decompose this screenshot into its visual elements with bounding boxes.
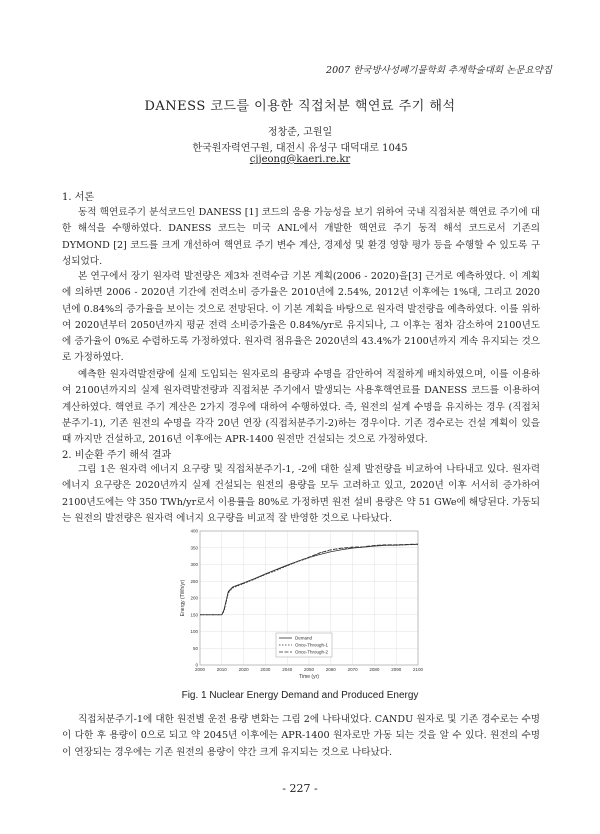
email: cjjeong@kaeri.re.kr — [249, 154, 351, 165]
paragraph-4: 그림 1은 원자력 에너지 요구량 및 직접처분주기-1, -2에 대한 실제 발전량을 비교하여 나타내고 있다. 원자력 에너지 요구량은 2020년까지 실제 건설되는 원전의 용량을 모두 고려하고 있고, 2020년 이후 서서히 증가하여 2100년도에는 약 350 TWh/yr로서 이용률을 80%로 가정하면 원전 설비 용량은 약 51 GWe에 해당된다. 가동되는 원전의 발전량은 원자력 에너지 요구량을 비교적 잘 반영한 것으로 나타났다. — [62, 464, 540, 524]
paragraph-2: 본 연구에서 장기 원자력 발전량은 제3차 전력수급 기본 계획(2006 - 2020)을[3] 근거로 예측하였다. 이 계획에 의하면 2006 - 2020년 기간에 전력소비 증가율은 2010년에 2.54%, 2012년 이후에는 1%대, 그리고 2020년에 0.84%의 증가율을 보이는 것으로 전망된다. 이 기본 계획을 바탕으로 원자력 발전량을 예측하였다. 이를 위하여 2020년부터 2050년까지 평균 전력 소비증가율은 0.84%/yr로 유지되나, 그 이후는 점차 감소하여 2100년도에 증가율이 0%로 수렴하도록 가정하였다. 원자력 점유율은 2020년의 43.4%가 2100년까지 계속 유지되는 것으로 가정하였다. — [62, 271, 540, 364]
legend-label: Once-Through-1 — [295, 642, 329, 648]
y-tick-label: 350 — [190, 545, 198, 551]
page-number: - 227 - — [282, 782, 318, 795]
y-axis-label: Energy (TWh/yr) — [180, 579, 186, 617]
x-tick-label: 2090 — [391, 667, 402, 672]
y-tick-label: 400 — [190, 528, 198, 534]
paragraph-1: 동적 핵연료주기 분석코드인 DANESS [1] 코드의 응용 가능성을 보기 위하여 국내 직접처분 핵연료 주기에 대한 해석을 수행하였다. DANESS 코드는 미국 ANL에서 개발한 핵연료 주기 동적 해석 코드로서 기존의 DYMOND [2] 코드를 크게 개선하여 핵연료 주기 변수 계산, 경제성 및 환경 영향 평가 등을 수행할 수 있도록 구성되었다. — [62, 207, 540, 267]
x-axis-label: Time (yr) — [299, 674, 319, 680]
x-tick-label: 2050 — [303, 667, 315, 672]
x-tick-label: 2010 — [216, 667, 227, 672]
legend-label: Demand — [295, 635, 313, 641]
x-tick-label: 2000 — [194, 667, 206, 672]
legend-label: Once-Through-2 — [295, 649, 329, 655]
y-tick-label: 300 — [190, 562, 198, 567]
x-tick-label: 2040 — [282, 667, 293, 672]
chart-svg — [178, 525, 426, 687]
figure-caption: Fig. 1 Nuclear Energy Demand and Produced Energy — [181, 690, 419, 701]
paragraph-3: 예측한 원자력발전량에 실제 도입되는 원자로의 용량과 수명을 감안하여 적절하게 배치하였으며, 이를 이용하여 2100년까지의 실제 원자력발전량과 직접처분 주기에서 발생되는 사용후핵연료를 DANESS 코드를 이용하여 계산하였다. 핵연료 주기 계산은 2가지 경우에 대하여 수행하였다. 즉, 원전의 설계 수명을 유지하는 경우 (직접처분주기-1), 기존 원전의 수명을 각각 20년 연장 (직접처분주기-2)하는 경우이다. 기존 경수로는 건설 계획이 있을 때 까지만 건설하고, 2016년 이후에는 APR-1400 원전만 건설되는 것으로 가정하였다. — [62, 369, 540, 446]
y-tick-label: 150 — [190, 612, 198, 618]
x-tick-label: 2060 — [325, 667, 336, 672]
section-heading-intro: 1. 서론 — [62, 192, 95, 203]
affiliation: 한국원자력연구원, 대전시 유성구 대덕대로 1045 — [192, 143, 408, 154]
paper-title: DANESS 코드를 이용한 직접처분 핵연료 주기 해석 — [144, 99, 456, 114]
y-tick-label: 100 — [190, 629, 198, 634]
x-tick-label: 2020 — [238, 667, 249, 672]
x-tick-label: 2080 — [369, 667, 380, 672]
authors: 정창준, 고원일 — [267, 127, 333, 138]
y-tick-label: 50 — [192, 645, 198, 651]
energy-chart — [178, 525, 426, 687]
x-tick-label: 2100 — [412, 667, 424, 672]
x-tick-label: 2030 — [260, 667, 271, 672]
section-heading-results: 2. 비순환 주기 해석 결과 — [62, 450, 172, 461]
proceedings-header: 2007 한국방사성폐기물학회 추계학술대회 논문요약집 — [326, 65, 552, 76]
y-tick-label: 0 — [195, 662, 198, 668]
x-tick-label: 2070 — [347, 667, 358, 672]
y-tick-label: 250 — [190, 578, 198, 584]
y-tick-label: 200 — [190, 595, 198, 601]
paragraph-5: 직접처분주기-1에 대한 원전별 운전 용량 변화는 그림 2에 나타내었다. CANDU 원자로 및 기존 경수로는 수명이 다한 후 용량이 0으로 되고 약 2045년 이후에는 APR-1400 원자로만 가동 되는 것을 알 수 있다. 원전의 수명이 연장되는 경우에는 기존 원전의 용량이 약간 크게 유지되는 것으로 나타났다. — [62, 714, 540, 758]
